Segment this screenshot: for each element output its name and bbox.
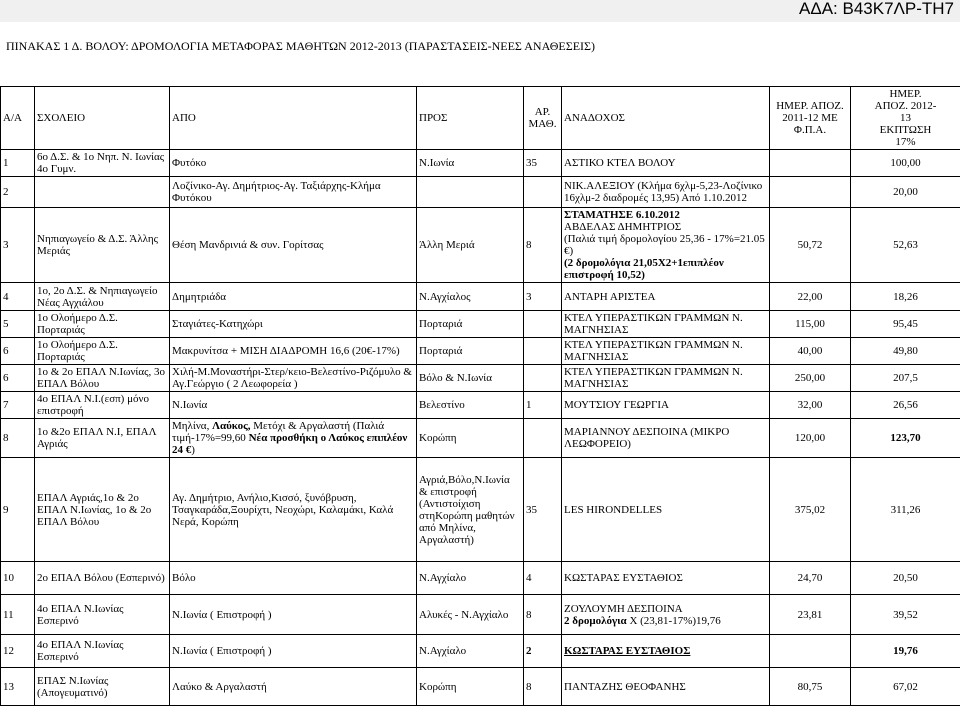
- col-school: ΣΧΟΛΕΙΟ: [35, 87, 170, 150]
- row-from: Λαύκο & Αργαλαστή: [170, 668, 417, 706]
- row-to: Κορώπη: [417, 419, 524, 458]
- row-students: [524, 419, 562, 458]
- row-aa: 3: [1, 208, 35, 283]
- table-row: [1, 562, 960, 595]
- row-daily-old: 120,00: [770, 419, 851, 458]
- row-daily-old: 22,00: [770, 283, 851, 311]
- row-school: 4ο ΕΠΑΛ Ν.Ιωνίας Εσπερινό: [35, 635, 170, 668]
- row-from: Ν.Ιωνία ( Επιστροφή ): [170, 635, 417, 668]
- row-to: Αγριά,Βόλο,Ν.Ιωνία & επιστροφή (Αντιστοίχιση στηΚορώπη μαθητών από Μηλίνα, Αργαλαστή): [417, 458, 524, 562]
- row-school: 1ο, 2ο Δ.Σ. & Νηπιαγωγείο Νέας Αγχιάλου: [35, 283, 170, 311]
- row-to: Αλυκές - Ν.Αγχίαλο: [417, 595, 524, 635]
- row-daily-old: 23,81: [770, 595, 851, 635]
- row-to: Βελεστίνο: [417, 392, 524, 419]
- col-daily-new-l3: 13: [853, 112, 958, 124]
- row-contractor: ΠΑΝΤΑΖΗΣ ΘΕΟΦΑΝΗΣ: [562, 668, 770, 706]
- table-row: [1, 150, 960, 177]
- table-row: [1, 338, 960, 365]
- row-from: Βόλο: [170, 562, 417, 595]
- from-part-note: Νέα προσθήκη ο Λαύκος επιπλέον 24 €: [172, 432, 407, 456]
- row-school: 2ο ΕΠΑΛ Βόλου (Εσπερινό): [35, 562, 170, 595]
- row-from: Δημητριάδα: [170, 283, 417, 311]
- row-daily-old: 250,00: [770, 365, 851, 392]
- table-row: [1, 283, 960, 311]
- row-to: Πορταριά: [417, 311, 524, 338]
- col-ar: ΑΡ.: [526, 106, 559, 118]
- row-students: [524, 338, 562, 365]
- col-daily-old-l3: Φ.Π.Α.: [772, 124, 848, 136]
- row-students: 3: [524, 283, 562, 311]
- row-students: [524, 365, 562, 392]
- routes-table: [0, 86, 960, 706]
- row-students: 8: [524, 595, 562, 635]
- row-daily-new: 20,50: [851, 562, 960, 595]
- row-contractor: ΚΤΕΛ ΥΠΕΡΑΣΤΙΚΩΝ ΓΡΑΜΜΩΝ Ν. ΜΑΓΝΗΣΙΑΣ: [562, 338, 770, 365]
- row-students: 2: [524, 635, 562, 668]
- row-school: 1ο &2ο ΕΠΑΛ Ν.Ι, ΕΠΑΛ Αγριάς: [35, 419, 170, 458]
- row-daily-new: 20,00: [851, 177, 960, 208]
- table-row: [1, 177, 960, 208]
- table-row: [1, 458, 960, 562]
- row-from: [170, 419, 417, 458]
- table-row: [1, 392, 960, 419]
- contractor-note: (Παλιά τιμή δρομολογίου 25,36 - 17%=21.05 €): [564, 233, 767, 257]
- row-daily-old: 40,00: [770, 338, 851, 365]
- row-aa: 1: [1, 150, 35, 177]
- row-from: Λοζίνικο-Αγ. Δημήτριος-Αγ. Ταξιάρχης-Κλήμα Φυτόκου: [170, 177, 417, 208]
- row-contractor: [562, 595, 770, 635]
- table-row: [1, 311, 960, 338]
- row-school: 1ο Ολοήμερο Δ.Σ. Πορταριάς: [35, 338, 170, 365]
- row-daily-new: 52,63: [851, 208, 960, 283]
- row-aa: 2: [1, 177, 35, 208]
- row-aa: 9: [1, 458, 35, 562]
- row-to: Ν.Αγχίαλος: [417, 283, 524, 311]
- row-daily-old: 32,00: [770, 392, 851, 419]
- from-part-new: Λαύκος,: [212, 420, 250, 432]
- row-to: Ν.Ιωνία: [417, 150, 524, 177]
- row-from: Ν.Ιωνία: [170, 392, 417, 419]
- col-daily-new: [851, 87, 960, 150]
- ada-code: ΑΔΑ: Β43Κ7ΛΡ-ΤΗ7: [799, 0, 954, 19]
- row-to: Ν.Αγχίαλο: [417, 635, 524, 668]
- row-aa: 8: [1, 419, 35, 458]
- col-daily-new-l4: ΕΚΠΤΩΣΗ: [853, 124, 958, 136]
- row-to: Άλλη Μεριά: [417, 208, 524, 283]
- row-daily-old: [770, 150, 851, 177]
- row-daily-new: 95,45: [851, 311, 960, 338]
- row-contractor: ΑΣΤΙΚΟ ΚΤΕΛ ΒΟΛΟΥ: [562, 150, 770, 177]
- col-contractor: ΑΝΑΔΟΧΟΣ: [562, 87, 770, 150]
- row-students: 8: [524, 668, 562, 706]
- row-aa: 6: [1, 365, 35, 392]
- row-daily-old: 80,75: [770, 668, 851, 706]
- document-title: ΠΙΝΑΚΑΣ 1 Δ. ΒΟΛΟΥ: ΔΡΟΜΟΛΟΓΙΑ ΜΕΤΑΦΟΡΑΣ ΜΑΘΗΤΩΝ 2012-2013 (ΠΑΡΑΣΤΑΣΕΙΣ-ΝΕΕΣ ΑΝΑΘΕΣΕΙΣ): [6, 39, 595, 54]
- row-school: 1ο Ολοήμερο Δ.Σ. Πορταριάς: [35, 311, 170, 338]
- col-daily-old: [770, 87, 851, 150]
- row-school: 1ο & 2ο ΕΠΑΛ Ν.Ιωνίας, 3ο ΕΠΑΛ Βόλου: [35, 365, 170, 392]
- contractor-note: Χ (23,81-17%)19,76: [627, 615, 721, 627]
- row-to: Βόλο & Ν.Ιωνία: [417, 365, 524, 392]
- row-contractor: LES HIRONDELLES: [562, 458, 770, 562]
- row-students: 35: [524, 150, 562, 177]
- row-students: [524, 177, 562, 208]
- col-math: ΜΑΘ.: [526, 118, 559, 130]
- stopped-note: ΣΤΑΜΑΤΗΣΕ 6.10.2012: [564, 209, 767, 221]
- col-students: [524, 87, 562, 150]
- row-school: ΕΠΑΣ Ν.Ιωνίας (Απογευματινό): [35, 668, 170, 706]
- col-daily-old-l1: ΗΜΕΡ. ΑΠΟΖ.: [772, 100, 848, 112]
- row-daily-new: 19,76: [851, 635, 960, 668]
- row-to: Ν.Αγχίαλο: [417, 562, 524, 595]
- row-contractor: ΚΤΕΛ ΥΠΕΡΑΣΤΙΚΩΝ ΓΡΑΜΜΩΝ Ν. ΜΑΓΝΗΣΙΑΣ: [562, 311, 770, 338]
- from-part: ): [191, 444, 195, 456]
- row-contractor: ΝΙΚ.ΑΛΕΞΙΟΥ (Κλήμα 6χλμ-5,23-Λοζίνικο 16χλμ-2 διαδρομές 13,95) Από 1.10.2012: [562, 177, 770, 208]
- contractor-routes: 2 δρομολόγια: [564, 615, 627, 627]
- row-daily-new: 207,5: [851, 365, 960, 392]
- row-from: Αγ. Δημήτριο, Ανήλιο,Κισσό, ξυνόβρυση, Τσαγκαράδα,Ξουρίχτι, Νεοχώρι, Καλαμάκι, Καλά Νερά, Κορώπη: [170, 458, 417, 562]
- row-daily-old: [770, 177, 851, 208]
- contractor-name: ΑΒΔΕΛΑΣ ΔΗΜΗΤΡΙΟΣ: [564, 221, 767, 233]
- row-daily-new: 26,56: [851, 392, 960, 419]
- row-daily-old: 115,00: [770, 311, 851, 338]
- row-students: 1: [524, 392, 562, 419]
- from-part: Μηλίνα,: [172, 420, 212, 432]
- col-daily-old-l2: 2011-12 ΜΕ: [772, 112, 848, 124]
- row-from: Μακρυνίτσα + ΜΙΣΗ ΔΙΑΔΡΟΜΗ 16,6 (20€-17%): [170, 338, 417, 365]
- row-school: [35, 177, 170, 208]
- table-row: [1, 419, 960, 458]
- row-students: [524, 311, 562, 338]
- row-from: Χιλή-Μ.Μοναστήρι-Στερ/κειο-Βελεστίνο-Ριζόμυλο & Αγ.Γεώργιο ( 2 Λεωφορεία ): [170, 365, 417, 392]
- row-from: Θέση Μανδρινιά & συν. Γορίτσας: [170, 208, 417, 283]
- row-aa: 11: [1, 595, 35, 635]
- contractor-note: (2 δρομολόγια 21,05Χ2+1επιπλέον επιστροφή 10,52): [564, 257, 767, 281]
- row-students: 35: [524, 458, 562, 562]
- from-part: Μετόχι & Αργαλαστή (Παλιά τιμή-17%=99,60: [172, 420, 384, 444]
- row-school: Νηπιαγωγείο & Δ.Σ. Άλλης Μεριάς: [35, 208, 170, 283]
- col-to: ΠΡΟΣ: [417, 87, 524, 150]
- row-school: 6ο Δ.Σ. & 1ο Νηπ. Ν. Ιωνίας 4ο Γυμν.: [35, 150, 170, 177]
- row-daily-old: 375,02: [770, 458, 851, 562]
- row-students: 8: [524, 208, 562, 283]
- contractor-name: ΖΟΥΛΟΥΜΗ ΔΕΣΠΟΙΝΑ: [564, 603, 767, 615]
- table-row: [1, 365, 960, 392]
- col-daily-new-l5: 17%: [853, 136, 958, 148]
- header-row: [1, 87, 960, 150]
- row-daily-new: 67,02: [851, 668, 960, 706]
- row-to: Κορώπη: [417, 668, 524, 706]
- row-daily-new: 311,26: [851, 458, 960, 562]
- row-aa: 12: [1, 635, 35, 668]
- row-daily-new: 49,80: [851, 338, 960, 365]
- row-contractor: ΚΩΣΤΑΡΑΣ ΕΥΣΤΑΘΙΟΣ: [562, 562, 770, 595]
- table-row: [1, 668, 960, 706]
- col-from: ΑΠΟ: [170, 87, 417, 150]
- row-contractor: ΚΩΣΤΑΡΑΣ ΕΥΣΤΑΘΙΟΣ: [562, 635, 770, 668]
- row-contractor: [562, 208, 770, 283]
- row-daily-new: 100,00: [851, 150, 960, 177]
- row-daily-new: 123,70: [851, 419, 960, 458]
- col-daily-new-l2: ΑΠΟΖ. 2012-: [853, 100, 958, 112]
- row-school: 4ο ΕΠΑΛ Ν.Ιωνίας Εσπερινό: [35, 595, 170, 635]
- row-to: [417, 177, 524, 208]
- row-from: Ν.Ιωνία ( Επιστροφή ): [170, 595, 417, 635]
- col-daily-new-l1: ΗΜΕΡ.: [853, 88, 958, 100]
- row-aa: 10: [1, 562, 35, 595]
- row-contractor: ΜΟΥΤΣΙΟΥ ΓΕΩΡΓΙΑ: [562, 392, 770, 419]
- table-row: [1, 635, 960, 668]
- row-from: Φυτόκο: [170, 150, 417, 177]
- row-aa: 13: [1, 668, 35, 706]
- col-aa: Α/Α: [1, 87, 35, 150]
- row-students: 4: [524, 562, 562, 595]
- row-contractor: ΜΑΡΙΑΝΝΟΥ ΔΕΣΠΟΙΝΑ (ΜΙΚΡΟ ΛΕΩΦΟΡΕΙΟ): [562, 419, 770, 458]
- row-contractor: ΑΝΤΑΡΗ ΑΡΙΣΤΕΑ: [562, 283, 770, 311]
- row-daily-new: 18,26: [851, 283, 960, 311]
- row-daily-old: [770, 635, 851, 668]
- row-aa: 4: [1, 283, 35, 311]
- row-daily-new: 39,52: [851, 595, 960, 635]
- table-row: [1, 595, 960, 635]
- top-bar: [0, 0, 960, 22]
- row-contractor: ΚΤΕΛ ΥΠΕΡΑΣΤΙΚΩΝ ΓΡΑΜΜΩΝ Ν. ΜΑΓΝΗΣΙΑΣ: [562, 365, 770, 392]
- row-school: 4ο ΕΠΑΛ Ν.Ι.(εσπ) μόνο επιστροφή: [35, 392, 170, 419]
- row-aa: 6: [1, 338, 35, 365]
- row-from: Σταγιάτες-Κατηχώρι: [170, 311, 417, 338]
- table-row: [1, 208, 960, 283]
- row-aa: 5: [1, 311, 35, 338]
- row-daily-old: 50,72: [770, 208, 851, 283]
- row-aa: 7: [1, 392, 35, 419]
- row-school: ΕΠΑΛ Αγριάς,1ο & 2ο ΕΠΑΛ Ν.Ιωνίας, 1ο & 2ο ΕΠΑΛ Βόλου: [35, 458, 170, 562]
- row-daily-old: 24,70: [770, 562, 851, 595]
- row-to: Πορταριά: [417, 338, 524, 365]
